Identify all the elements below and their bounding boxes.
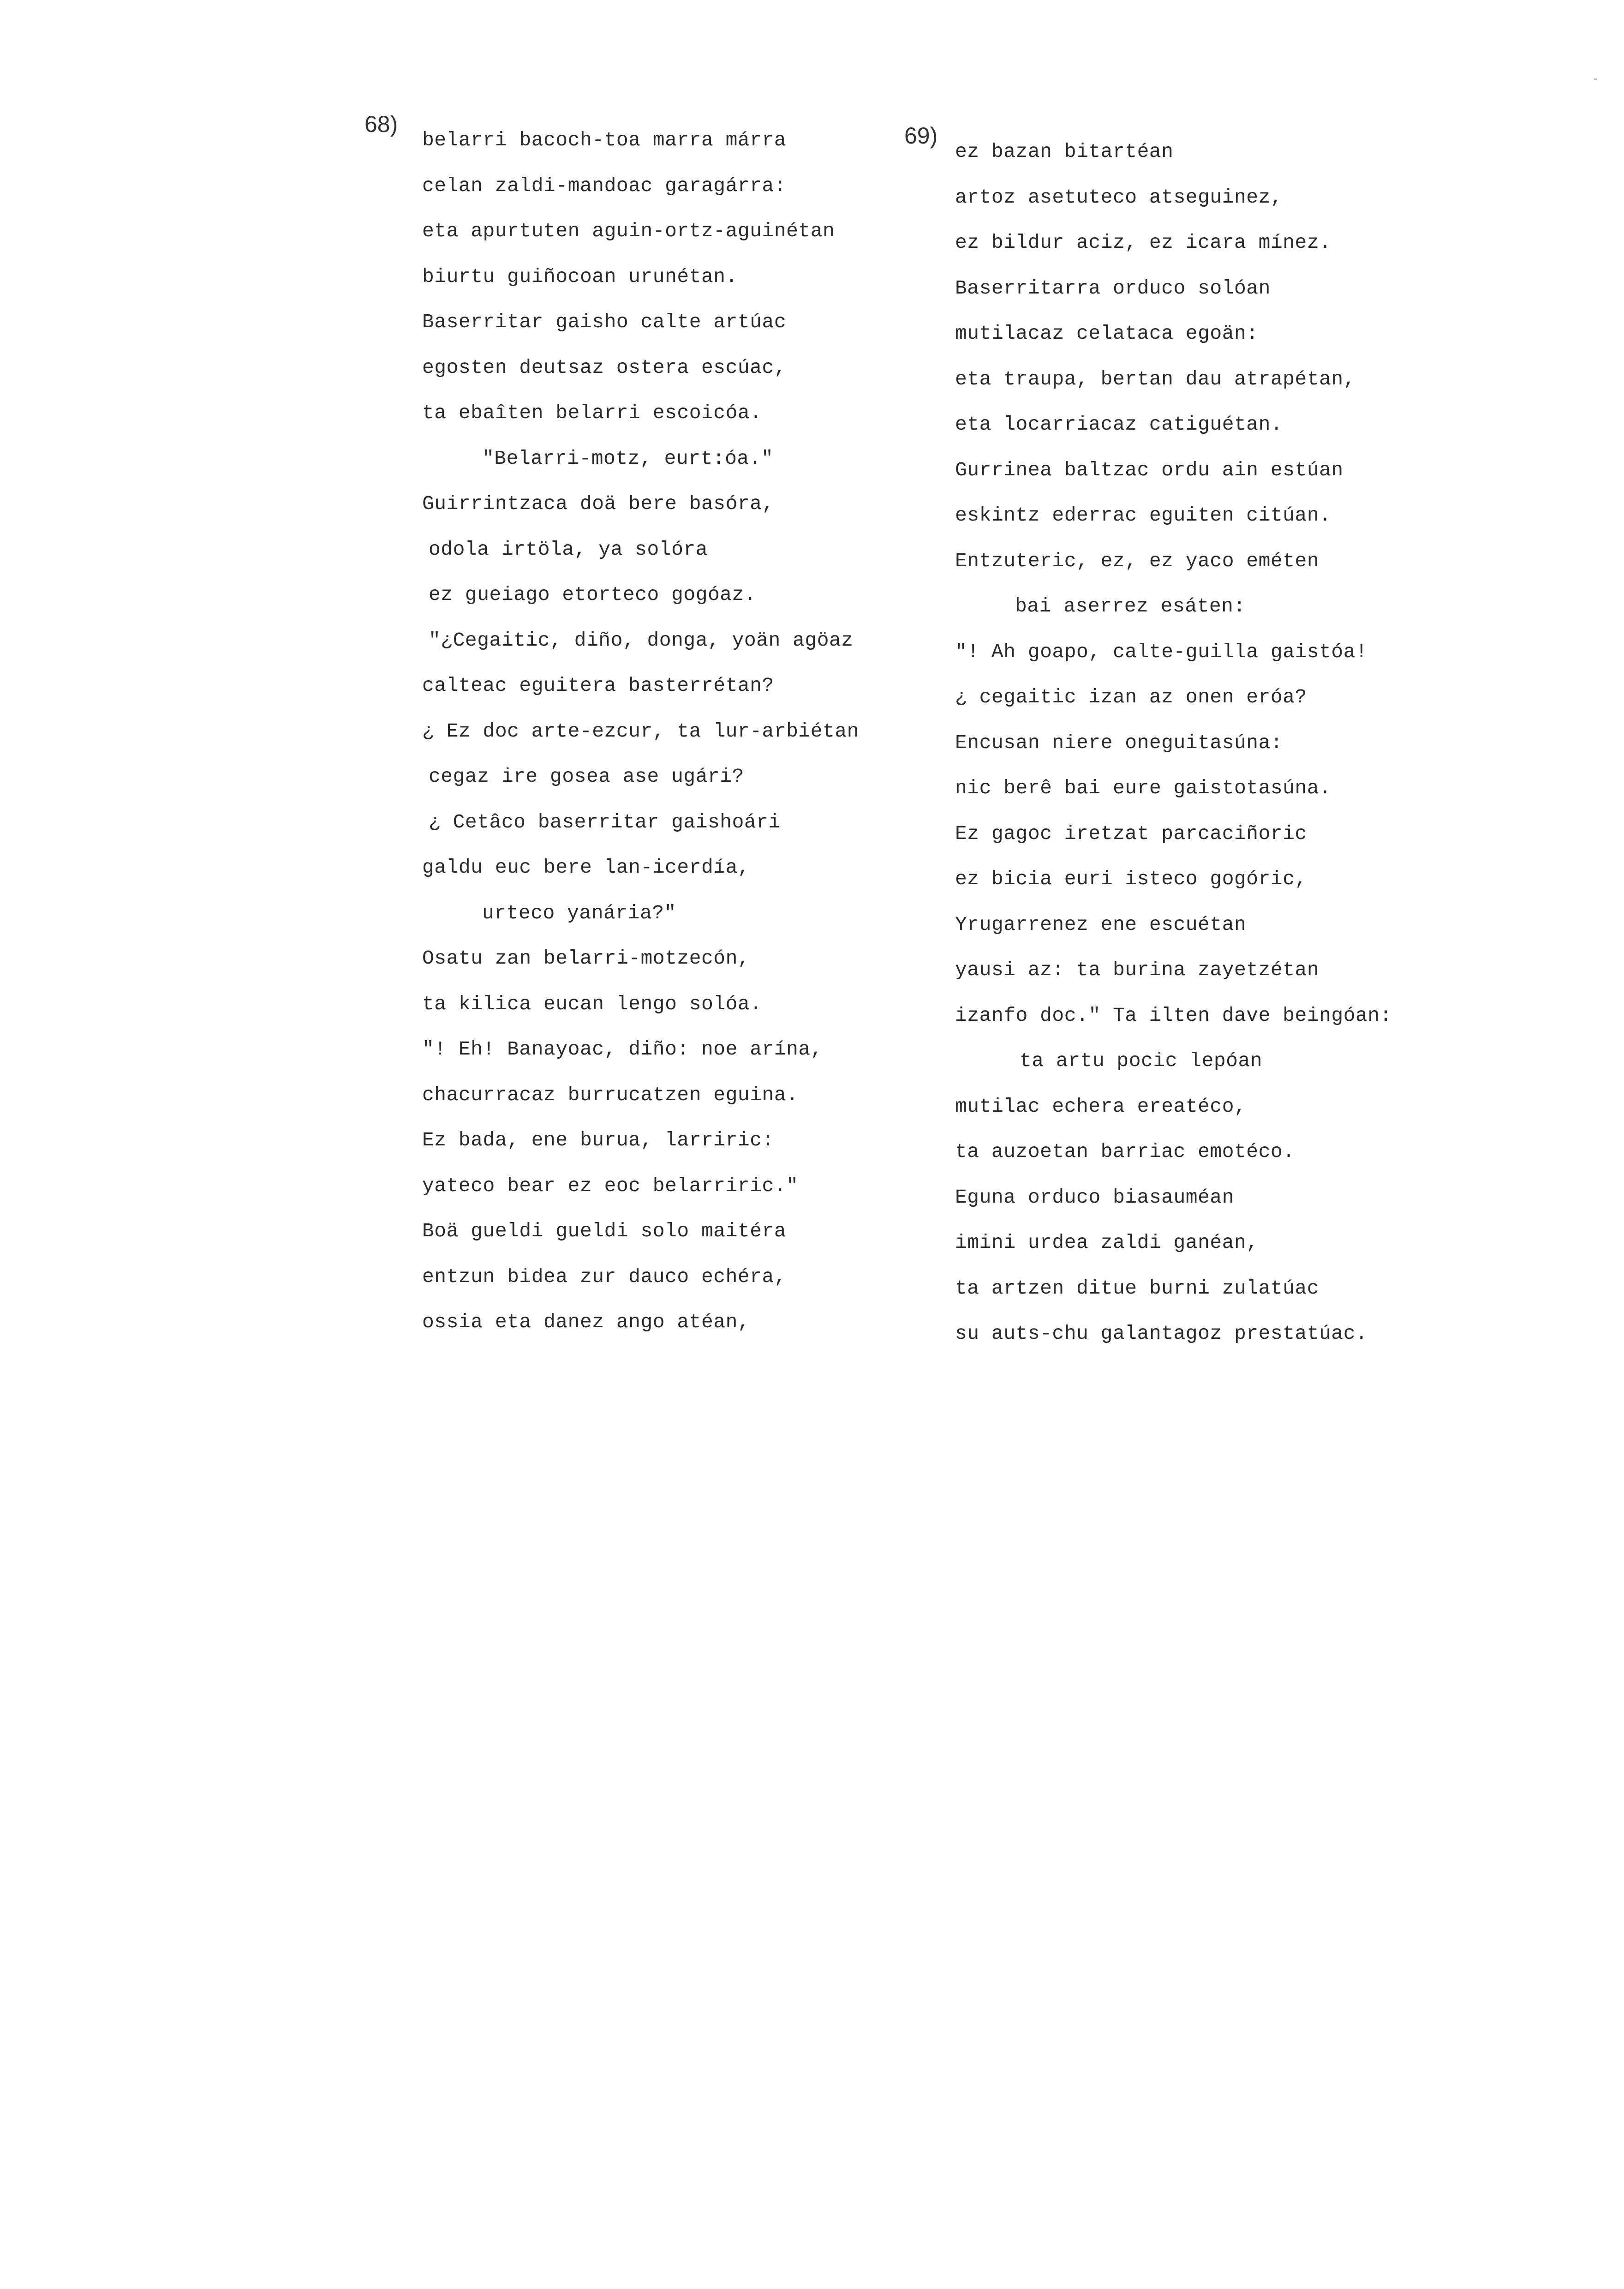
- poem-line: Eguna orduco biasauméan: [955, 1186, 1234, 1209]
- poem-line: Ez bada, ene burua, larriric:: [422, 1129, 774, 1151]
- page-number-left: 68): [364, 111, 398, 137]
- poem-line: ez gueiago etorteco gogóaz.: [429, 583, 757, 606]
- poem-line: eta apurtuten aguin-ortz-aguinétan: [422, 220, 835, 242]
- poem-line: mutilac echera ereatéco,: [955, 1095, 1247, 1118]
- poem-line: Entzuteric, ez, ez yaco eméten: [955, 549, 1320, 572]
- poem-line: yausi az: ta burina zayetzétan: [955, 959, 1320, 981]
- poem-line: Baserritarra orduco solóan: [955, 276, 1271, 300]
- poem-line: ez bicia euri isteco gogóric,: [955, 868, 1307, 890]
- poem-line: chacurracaz burrucatzen eguina.: [422, 1083, 799, 1106]
- poem-column-left: [422, 118, 893, 1345]
- poem-line: mutilacaz celataca egoän:: [955, 322, 1259, 345]
- poem-line: odola irtöla, ya solóra: [429, 538, 708, 561]
- poem-line: ta artzen ditue burni zulatúac: [955, 1276, 1320, 1300]
- scan-speck: [1594, 78, 1597, 80]
- poem-line: belarri bacoch-toa marra márra: [422, 129, 787, 151]
- poem-line: ¿ Ez doc arte-ezcur, ta lur-arbiétan: [422, 719, 859, 743]
- poem-line: entzun bidea zur dauco echéra,: [422, 1265, 787, 1288]
- poem-line: eta traupa, bertan dau atrapétan,: [955, 367, 1356, 390]
- page-number-right: 69): [904, 123, 938, 149]
- poem-line: nic berê bai eure gaistotasúna.: [955, 777, 1331, 799]
- poem-line: egosten deutsaz ostera escúac,: [422, 356, 787, 379]
- poem-line: "! Ah goapo, calte-guilla gaistóa!: [955, 640, 1368, 663]
- poem-line: Osatu zan belarri-motzecón,: [422, 947, 750, 970]
- poem-line: eskintz ederrac eguiten citúan.: [955, 504, 1331, 527]
- poem-line: Guirrintzaca doä bere basóra,: [422, 492, 774, 515]
- poem-line: calteac eguitera basterrétan?: [422, 674, 774, 697]
- poem-line: su auts-chu galantagoz prestatúac.: [955, 1322, 1368, 1345]
- poem-line: Boä gueldi gueldi solo maitéra: [422, 1220, 787, 1242]
- poem-line: biurtu guiñocoan urunétan.: [422, 265, 738, 288]
- poem-line: yateco bear ez eoc belarriric.": [422, 1174, 799, 1197]
- poem-line: ¿ cegaitic izan az onen eróa?: [955, 686, 1307, 708]
- poem-line: cegaz ire gosea ase ugári?: [429, 765, 744, 788]
- poem-line: artoz asetuteco atseguinez,: [955, 186, 1283, 209]
- poem-line: bai aserrez esáten:: [1015, 595, 1246, 617]
- poem-line: ta kilica eucan lengo solóa.: [422, 992, 762, 1015]
- poem-line: ez bildur aciz, ez icara mínez.: [955, 231, 1331, 254]
- poem-line: Yrugarrenez ene escuétan: [955, 913, 1247, 936]
- poem-line: galdu euc bere lan-icerdía,: [422, 856, 750, 879]
- poem-line: eta locarriacaz catiguétan.: [955, 413, 1283, 436]
- poem-line: Ez gagoc iretzat parcaciñoric: [955, 822, 1307, 845]
- poem-line: Baserritar gaisho calte artúac: [422, 311, 787, 333]
- poem-line: ta auzoetan barriac emotéco.: [955, 1140, 1295, 1163]
- poem-line: celan zaldi-mandoac garagárra:: [422, 174, 787, 197]
- poem-column-right: [955, 129, 1426, 1357]
- poem-line: urteco yanária?": [482, 901, 676, 924]
- poem-line: ez bazan bitartéan: [955, 140, 1174, 163]
- poem-line: ¿ Cetâco baserritar gaishoári: [429, 810, 781, 833]
- poem-line: Encusan niere oneguitasúna:: [955, 731, 1283, 754]
- poem-line: ta ebaîten belarri escoicóa.: [422, 401, 762, 424]
- poem-line: "Belarri-motz, eurt:óa.": [482, 447, 774, 470]
- poem-line: ta artu pocic lepóan: [1020, 1049, 1263, 1072]
- poem-line: ossia eta danez ango atéan,: [422, 1311, 750, 1333]
- poem-line: "! Eh! Banayoac, diño: noe arína,: [422, 1038, 823, 1061]
- poem-line: imini urdea zaldi ganéan,: [955, 1231, 1259, 1254]
- poem-line: izanfo doc." Ta ilten dave beingóan:: [955, 1004, 1392, 1027]
- poem-line: "¿Cegaitic, diño, donga, yoän agöaz: [429, 629, 854, 652]
- poem-line: Gurrinea baltzac ordu ain estúan: [955, 458, 1343, 481]
